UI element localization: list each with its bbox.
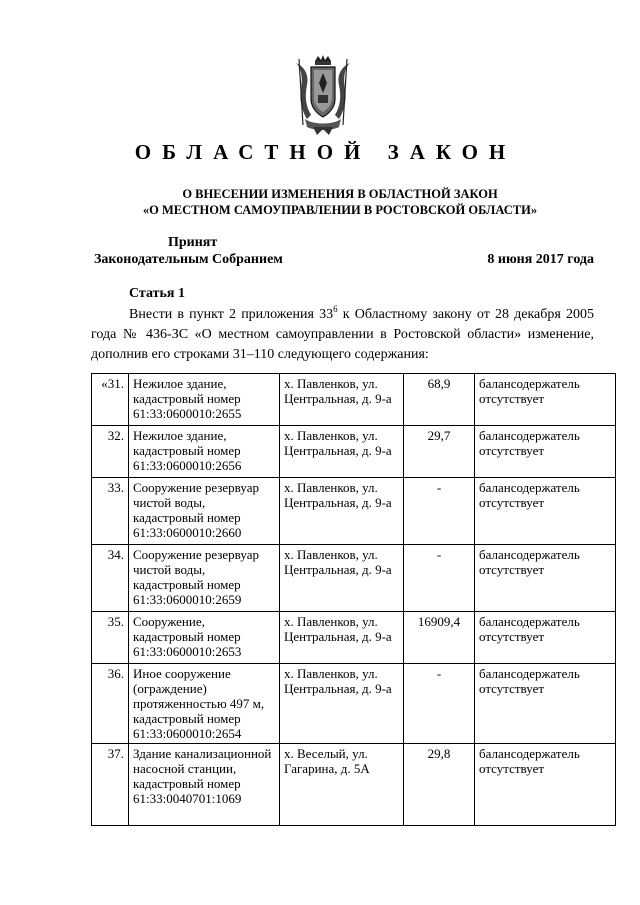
accepted-date: 8 июня 2017 года <box>487 252 594 267</box>
intro-superscript: 6 <box>333 304 338 314</box>
document-type-heading: ОБЛАСТНОЙ ЗАКОН <box>134 140 517 164</box>
object-name: Нежилое здание, кадастровый номер 61:33:0600010:2655 <box>129 374 280 426</box>
row-number: 33. <box>92 478 129 545</box>
object-address: х. Павленков, ул. Центральная, д. 9-а <box>280 664 404 744</box>
row-number: 34. <box>92 545 129 612</box>
accepted-label: Принят <box>168 235 218 250</box>
object-holder: балансодержатель отсутствует <box>475 664 616 744</box>
property-table <box>91 373 616 826</box>
object-name: Сооружение резервуар чистой воды, кадастровый номер 61:33:0600010:2659 <box>129 545 280 612</box>
object-name: Иное сооружение (ограждение) протяженностью 497 м, кадастровый номер 61:33:0600010:2654 <box>129 664 280 744</box>
object-area: 29,8 <box>404 744 475 826</box>
intro-text-part-2: к Областному закону от 28 декабря 2005 года № 436-ЗС «О местном самоуправлении в Ростовской области» изменение, дополнив его строками 31–110 следующего содержания: <box>91 307 594 362</box>
object-name: Сооружение резервуар чистой воды, кадастровый номер 61:33:0600010:2660 <box>129 478 280 545</box>
object-area: - <box>404 664 475 744</box>
rostov-oblast-coat-of-arms-icon <box>293 55 353 135</box>
row-number: «31. <box>92 374 129 426</box>
table-row <box>92 478 616 545</box>
row-number: 36. <box>92 664 129 744</box>
table-row <box>92 664 616 744</box>
article-intro-paragraph <box>91 305 594 365</box>
object-holder: балансодержатель отсутствует <box>475 744 616 826</box>
table-row <box>92 374 616 426</box>
accepted-by: Законодательным Собранием <box>94 252 283 267</box>
object-holder: балансодержатель отсутствует <box>475 374 616 426</box>
object-area: 29,7 <box>404 426 475 478</box>
law-subtitle-line-2: «О МЕСТНОМ САМОУПРАВЛЕНИИ В РОСТОВСКОЙ ОБЛАСТИ» <box>142 203 538 217</box>
article-title: Статья 1 <box>129 286 185 301</box>
object-address: х. Павленков, ул. Центральная, д. 9-а <box>280 374 404 426</box>
law-subtitle-line-1: О ВНЕСЕНИИ ИЗМЕНЕНИЯ В ОБЛАСТНОЙ ЗАКОН <box>182 187 498 201</box>
table-row <box>92 545 616 612</box>
object-holder: балансодержатель отсутствует <box>475 478 616 545</box>
row-number: 37. <box>92 744 129 826</box>
object-name: Здание канализационной насосной станции, кадастровый номер 61:33:0040701:1069 <box>129 744 280 826</box>
row-number: 32. <box>92 426 129 478</box>
object-area: - <box>404 478 475 545</box>
object-holder: балансодержатель отсутствует <box>475 426 616 478</box>
object-holder: балансодержатель отсутствует <box>475 612 616 664</box>
object-area: 68,9 <box>404 374 475 426</box>
object-address: х. Павленков, ул. Центральная, д. 9-а <box>280 478 404 545</box>
intro-text-part-1: Внести в пункт 2 приложения 33 <box>129 307 334 322</box>
object-name: Нежилое здание, кадастровый номер 61:33:0600010:2656 <box>129 426 280 478</box>
object-address: х. Павленков, ул. Центральная, д. 9-а <box>280 545 404 612</box>
object-holder: балансодержатель отсутствует <box>475 545 616 612</box>
table-row <box>92 426 616 478</box>
object-address: х. Павленков, ул. Центральная, д. 9-а <box>280 612 404 664</box>
row-number: 35. <box>92 612 129 664</box>
object-address: х. Павленков, ул. Центральная, д. 9-а <box>280 426 404 478</box>
object-area: - <box>404 545 475 612</box>
object-address: х. Веселый, ул. Гагарина, д. 5А <box>280 744 404 826</box>
table-row <box>92 612 616 664</box>
object-name: Сооружение, кадастровый номер 61:33:0600010:2653 <box>129 612 280 664</box>
law-subtitle <box>40 186 640 218</box>
object-area: 16909,4 <box>404 612 475 664</box>
table-row <box>92 744 616 826</box>
